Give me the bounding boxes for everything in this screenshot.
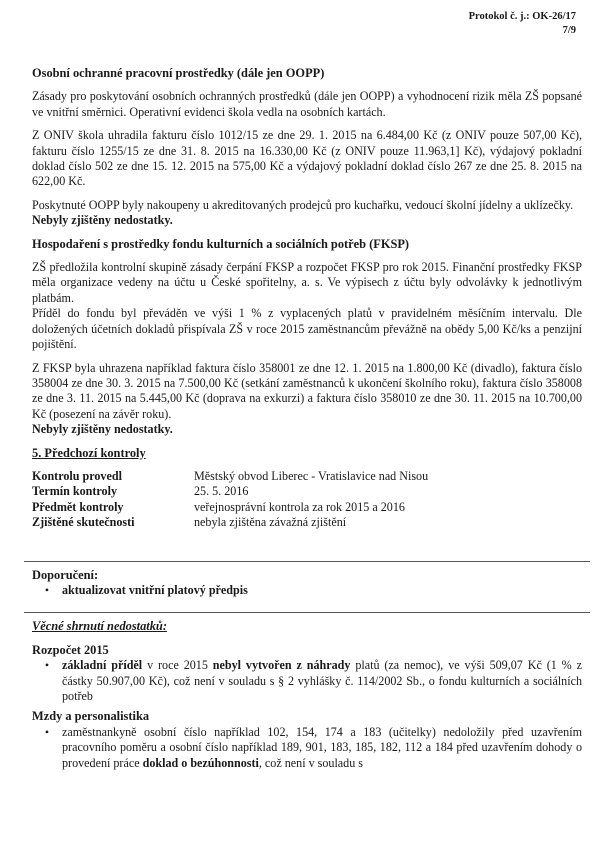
previous-key: Kontrolu provedl [32,468,122,483]
section-oopp-title: Osobní ochranné pracovní prostředky (dále jen OOPP) [32,66,325,80]
previous-value: Městský obvod Liberec - Vratislavice nad Nisou [194,468,429,483]
fksp-result: Nebyly zjištěny nedostatky. [32,422,173,437]
fksp-paragraph-3: Z FKSP byla uhrazena například faktura číslo 358001 ze dne 12. 1. 2015 na 1.800,00 Kč (divadlo), faktura číslo 358004 ze dne 30. 3. 2015 na 7.500,00 Kč (setkání zaměstnanců k ukončení školního roku), faktura číslo 358008 ze dne 3. 11. 2015 na 5.445,00 Kč (doprava na exkurzi) a faktura číslo 358010 ze dne 30. 11. 2015 na 10.700,00 Kč (posezení na závěr roku). [32,360,582,421]
previous-key: Zjištěné skutečnosti [32,515,135,530]
previous-controls-table [32,469,582,531]
page-header [469,10,576,38]
previous-value: veřejnosprávní kontrola za rok 2015 a 2016 [194,499,405,514]
previous-value: 25. 5. 2016 [194,484,249,499]
recommendation-item: • aktualizovat vnitřní platový předpis [32,583,582,598]
wages-item: • zaměstnankyně osobní číslo například 102, 154, 174 a 183 (učitelky) nedoložily před uzavřením pracovního poměru a osobní číslo například 189, 901, 183, 185, 182, 112 a 184 před uzavřením dohody o provedení práce doklad o bezúhonnosti, což není v souladu s [32,725,582,771]
section-fksp-title: Hospodaření s prostředky fondu kulturních a sociálních potřeb (FKSP) [32,236,410,251]
summary-title: Věcné shrnutí nedostatků: [32,619,167,634]
bullet-icon: • [44,582,50,597]
bullet-icon: • [44,658,50,673]
oopp-result: Nebyly zjištěny nedostatky. [32,213,173,228]
recommendation-title: Doporučení: [32,567,99,582]
previous-key: Termín kontroly [32,484,118,499]
oopp-paragraph-2: Z ONIV škola uhradila fakturu číslo 1012/15 ze dne 29. 1. 2015 na 6.484,00 Kč (z ONIV pouze 507,00 Kč), fakturu číslo 1255/15 ze dne 31. 8. 2015 na 16.330,00 Kč (z ONIV pouze 11.963,1] Kč), výdajový pokladní doklad číslo 502 ze dne 15. 12. 2015 na 575,00 Kč a výdajový pokladní doklad číslo 267 ze dne 25. 8. 2015 na 622,00 Kč. [32,128,582,189]
wages-title: Mzdy a personalistika [32,709,150,724]
page-number: 7/9 [562,25,576,36]
budget-item: • základní příděl v roce 2015 nebyl vytvořen z náhrady platů (za nemoc), ve výši 509,07 Kč (1 % z částky 50.907,00 Kč), což není v souladu s § 2 vyhlášky č. 114/2002 Sb., o fondu kulturních a sociálních potřeb [32,658,582,704]
previous-value: nebyla zjištěna závažná zjištění [194,515,347,530]
bullet-icon: • [44,724,50,739]
fksp-paragraph-2: Příděl do fondu byl převáděn ve výši 1 % z vyplacených platů v pravidelném měsíčním intervalu. Dle doložených účetních dokladů přispívala ZŠ v roce 2015 zaměstnancům převážně na obědy 5,00 Kč/ks a penzijní pojištění. [32,306,582,352]
oopp-paragraph-1: Zásady pro poskytování osobních ochranných prostředků (dále jen OOPP) a vyhodnocení rizik měla ZŠ popsané ve vnitřní směrnici. Operativní evidenci škola vedla na osobních kartách. [32,89,582,119]
oopp-paragraph-3: Poskytnuté OOPP byly nakoupeny u akreditovaných prodejců pro kuchařku, vedoucí školní jídelny a uklízečky. [32,197,574,212]
section-previous-title: 5. Předchozí kontroly [32,445,146,460]
document-body [32,66,582,771]
previous-key: Předmět kontroly [32,499,124,514]
protocol-number: Protokol č. j.: OK-26/17 [468,11,576,22]
budget-title: Rozpočet 2015 [32,642,109,657]
fksp-paragraph-1: ZŠ předložila kontrolní skupině zásady čerpání FKSP a rozpočet FKSP pro rok 2015. Finanční prostředky FKSP měla organizace vedeny na účtu u České spořitelny, a. s. Ve výpisech z účtu byly odvolávky k jednotlivým platbám. [32,260,582,305]
